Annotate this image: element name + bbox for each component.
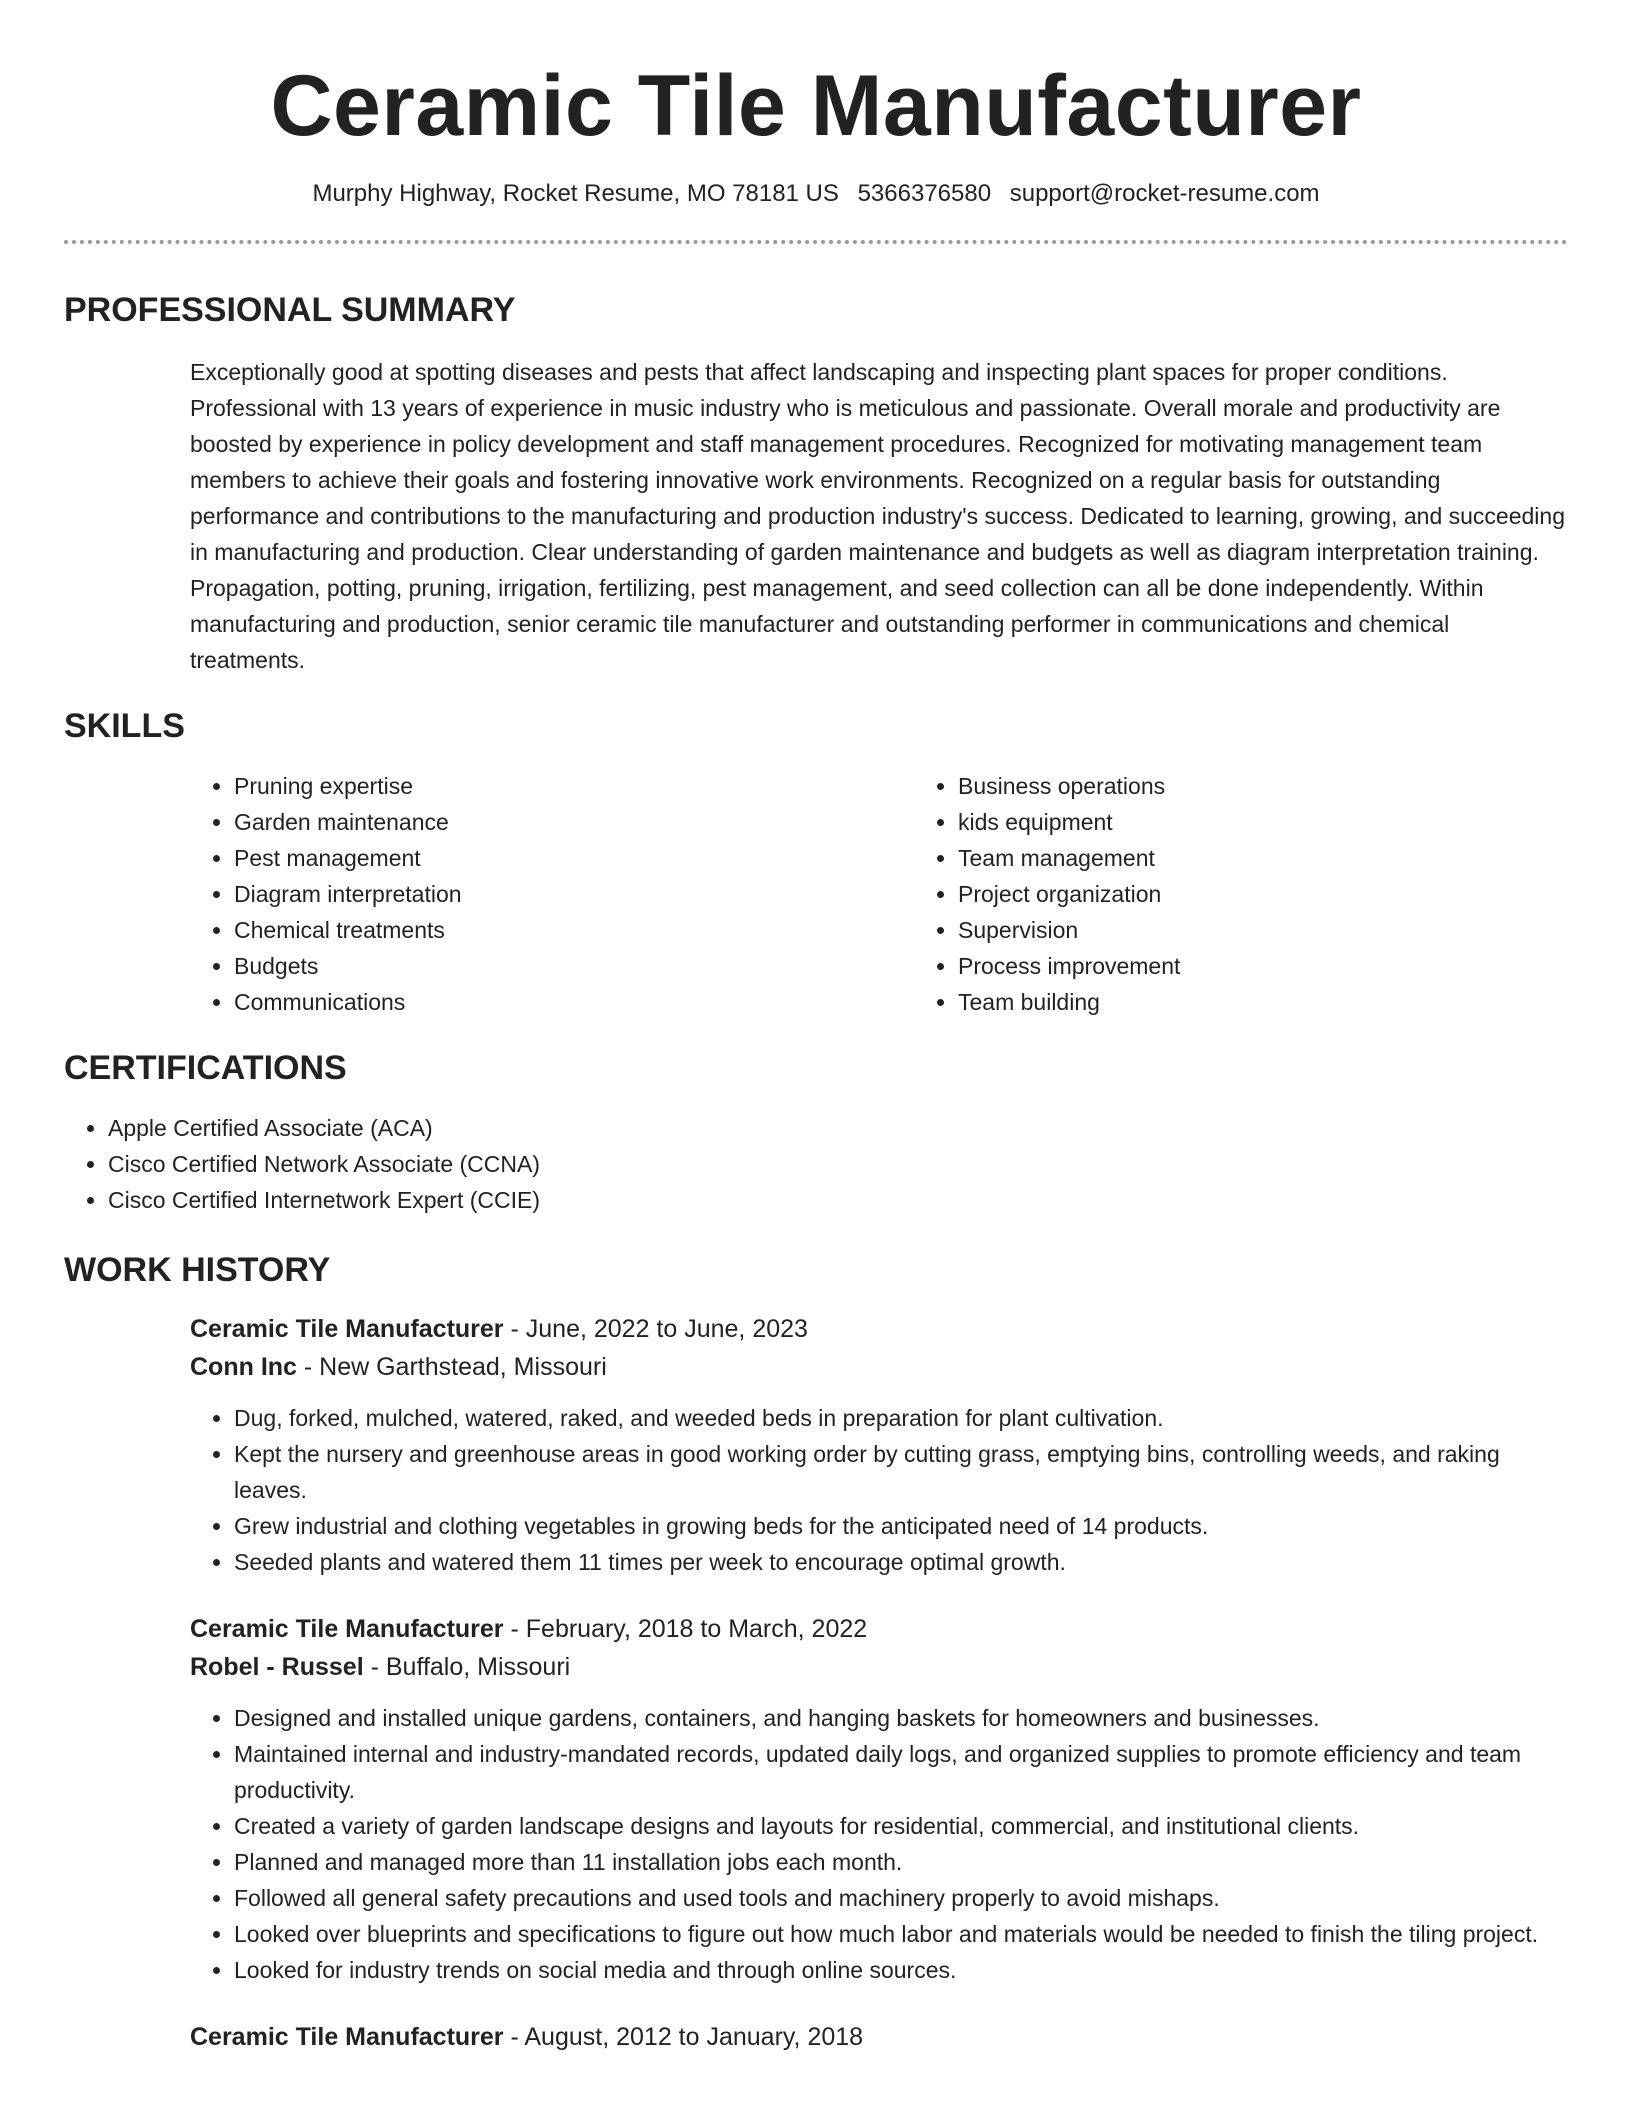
skill-item: • kids equipment: [958, 804, 1632, 840]
job-location: - Buffalo, Missouri: [363, 1653, 571, 1681]
job-bullet: • Kept the nursery and greenhouse areas in good working order by cutting grass, emptying bins, controlling weeds, and raking leaves.: [234, 1436, 1568, 1508]
work-title: WORK HISTORY: [64, 1251, 331, 1289]
skill-item: • Budgets: [234, 948, 914, 984]
summary-title: PROFESSIONAL SUMMARY: [64, 291, 516, 329]
certifications-title: CERTIFICATIONS: [64, 1049, 347, 1087]
job-bullet: • Looked for industry trends on social media and through online sources.: [234, 1952, 1568, 1988]
skill-item: • Diagram interpretation: [234, 876, 914, 912]
job-bullet: • Grew industrial and clothing vegetables in growing beds for the anticipated need of 14 products.: [234, 1508, 1568, 1544]
skill-item: • Project organization: [958, 876, 1632, 912]
job-bullet: • Looked over blueprints and specifications to figure out how much labor and materials would be needed to finish the tiling project.: [234, 1916, 1568, 1952]
job-bullet: • Planned and managed more than 11 installation jobs each month.: [234, 1844, 1568, 1880]
job-role: Ceramic Tile Manufacturer: [190, 2023, 504, 2051]
job-entry: [190, 1610, 1568, 1988]
certification-item: • Cisco Certified Internetwork Expert (CCIE): [108, 1182, 1568, 1218]
contact-address: Murphy Highway, Rocket Resume, MO 78181 US: [312, 180, 839, 207]
job-title-line: [190, 1610, 1568, 1648]
job-bullet: • Seeded plants and watered them 11 times per week to encourage optimal growth.: [234, 1544, 1568, 1580]
contact-email[interactable]: support@rocket-resume.com: [1009, 180, 1320, 207]
job-bullet: • Created a variety of garden landscape designs and layouts for residential, commercial, and institutional clients.: [234, 1808, 1568, 1844]
resume-page: [64, 0, 1568, 2056]
skill-item: • Pruning expertise: [234, 768, 914, 804]
job-bullets: [190, 1700, 1568, 1988]
job-dates: - June, 2022 to June, 2023: [503, 1315, 808, 1343]
skill-item: • Team building: [958, 984, 1632, 1020]
certification-item: • Apple Certified Associate (ACA): [108, 1110, 1568, 1146]
job-location: - New Garthstead, Missouri: [296, 1353, 607, 1381]
job-company-line: [190, 1348, 1568, 1386]
certifications-list: [64, 1110, 1568, 1218]
job-bullet: • Dug, forked, mulched, watered, raked, and weeded beds in preparation for plant cultivation.: [234, 1400, 1568, 1436]
job-dates: - August, 2012 to January, 2018: [503, 2023, 864, 2051]
header-divider: [64, 240, 1568, 244]
work-section: [64, 1248, 1568, 2056]
contact-phone: 5366376580: [857, 180, 992, 207]
skill-item: • Communications: [234, 984, 914, 1020]
skill-item: • Chemical treatments: [234, 912, 914, 948]
certifications-section: [64, 1046, 1568, 1218]
job-entry: [190, 1310, 1568, 1580]
skills-list-left: [190, 768, 914, 1020]
job-bullet: • Maintained internal and industry-mandated records, updated daily logs, and organized supplies to promote efficiency and team productivity.: [234, 1736, 1568, 1808]
job-title-line: [190, 1310, 1568, 1348]
job-company-line: [190, 1648, 1568, 1686]
job-bullets: [190, 1400, 1568, 1580]
job-bullet: • Followed all general safety precautions and used tools and machinery properly to avoid mishaps.: [234, 1880, 1568, 1916]
skills-grid: [190, 768, 1568, 1020]
skill-item: • Supervision: [958, 912, 1632, 948]
job-title-line: [190, 2018, 1568, 2056]
job-role: Ceramic Tile Manufacturer: [190, 1315, 504, 1343]
job-role: Ceramic Tile Manufacturer: [190, 1615, 504, 1643]
skill-item: • Pest management: [234, 840, 914, 876]
skill-item: • Team management: [958, 840, 1632, 876]
summary-text: Exceptionally good at spotting diseases and pests that affect landscaping and inspecting plant spaces for proper conditions. Professional with 13 years of experience in music industry who is meticulous and passionate. Overall morale and productivity are boosted by experience in policy development and staff management procedures. Recognized for motivating management team members to achieve their goals and fostering innovative work environments. Recognized on a regular basis for outstanding performance and contributions to the manufacturing and production industry's success. Dedicated to learning, growing, and succeeding in manufacturing and production. Clear understanding of garden maintenance and budgets as well as diagram interpretation training. Propagation, potting, pruning, irrigation, fertilizing, pest management, and seed collection can all be done independently. Within manufacturing and production, senior ceramic tile manufacturer and outstanding performer in communications and chemical treatments.: [190, 359, 1565, 673]
summary-section: [64, 288, 1568, 678]
skill-item: • Business operations: [958, 768, 1632, 804]
skills-section: [64, 704, 1568, 1020]
skills-list-right: [914, 768, 1632, 1020]
job-company: Conn Inc: [190, 1353, 297, 1381]
resume-name: Ceramic Tile Manufacturer: [270, 58, 1362, 154]
job-entry: [190, 2018, 1568, 2056]
job-company: Robel - Russel: [190, 1653, 364, 1681]
skills-title: SKILLS: [64, 707, 185, 745]
skill-item: • Process improvement: [958, 948, 1632, 984]
contact-line: [64, 178, 1568, 210]
skill-item: • Garden maintenance: [234, 804, 914, 840]
certification-item: • Cisco Certified Network Associate (CCNA): [108, 1146, 1568, 1182]
job-bullet: • Designed and installed unique gardens, containers, and hanging baskets for homeowners and businesses.: [234, 1700, 1568, 1736]
job-dates: - February, 2018 to March, 2022: [503, 1615, 868, 1643]
